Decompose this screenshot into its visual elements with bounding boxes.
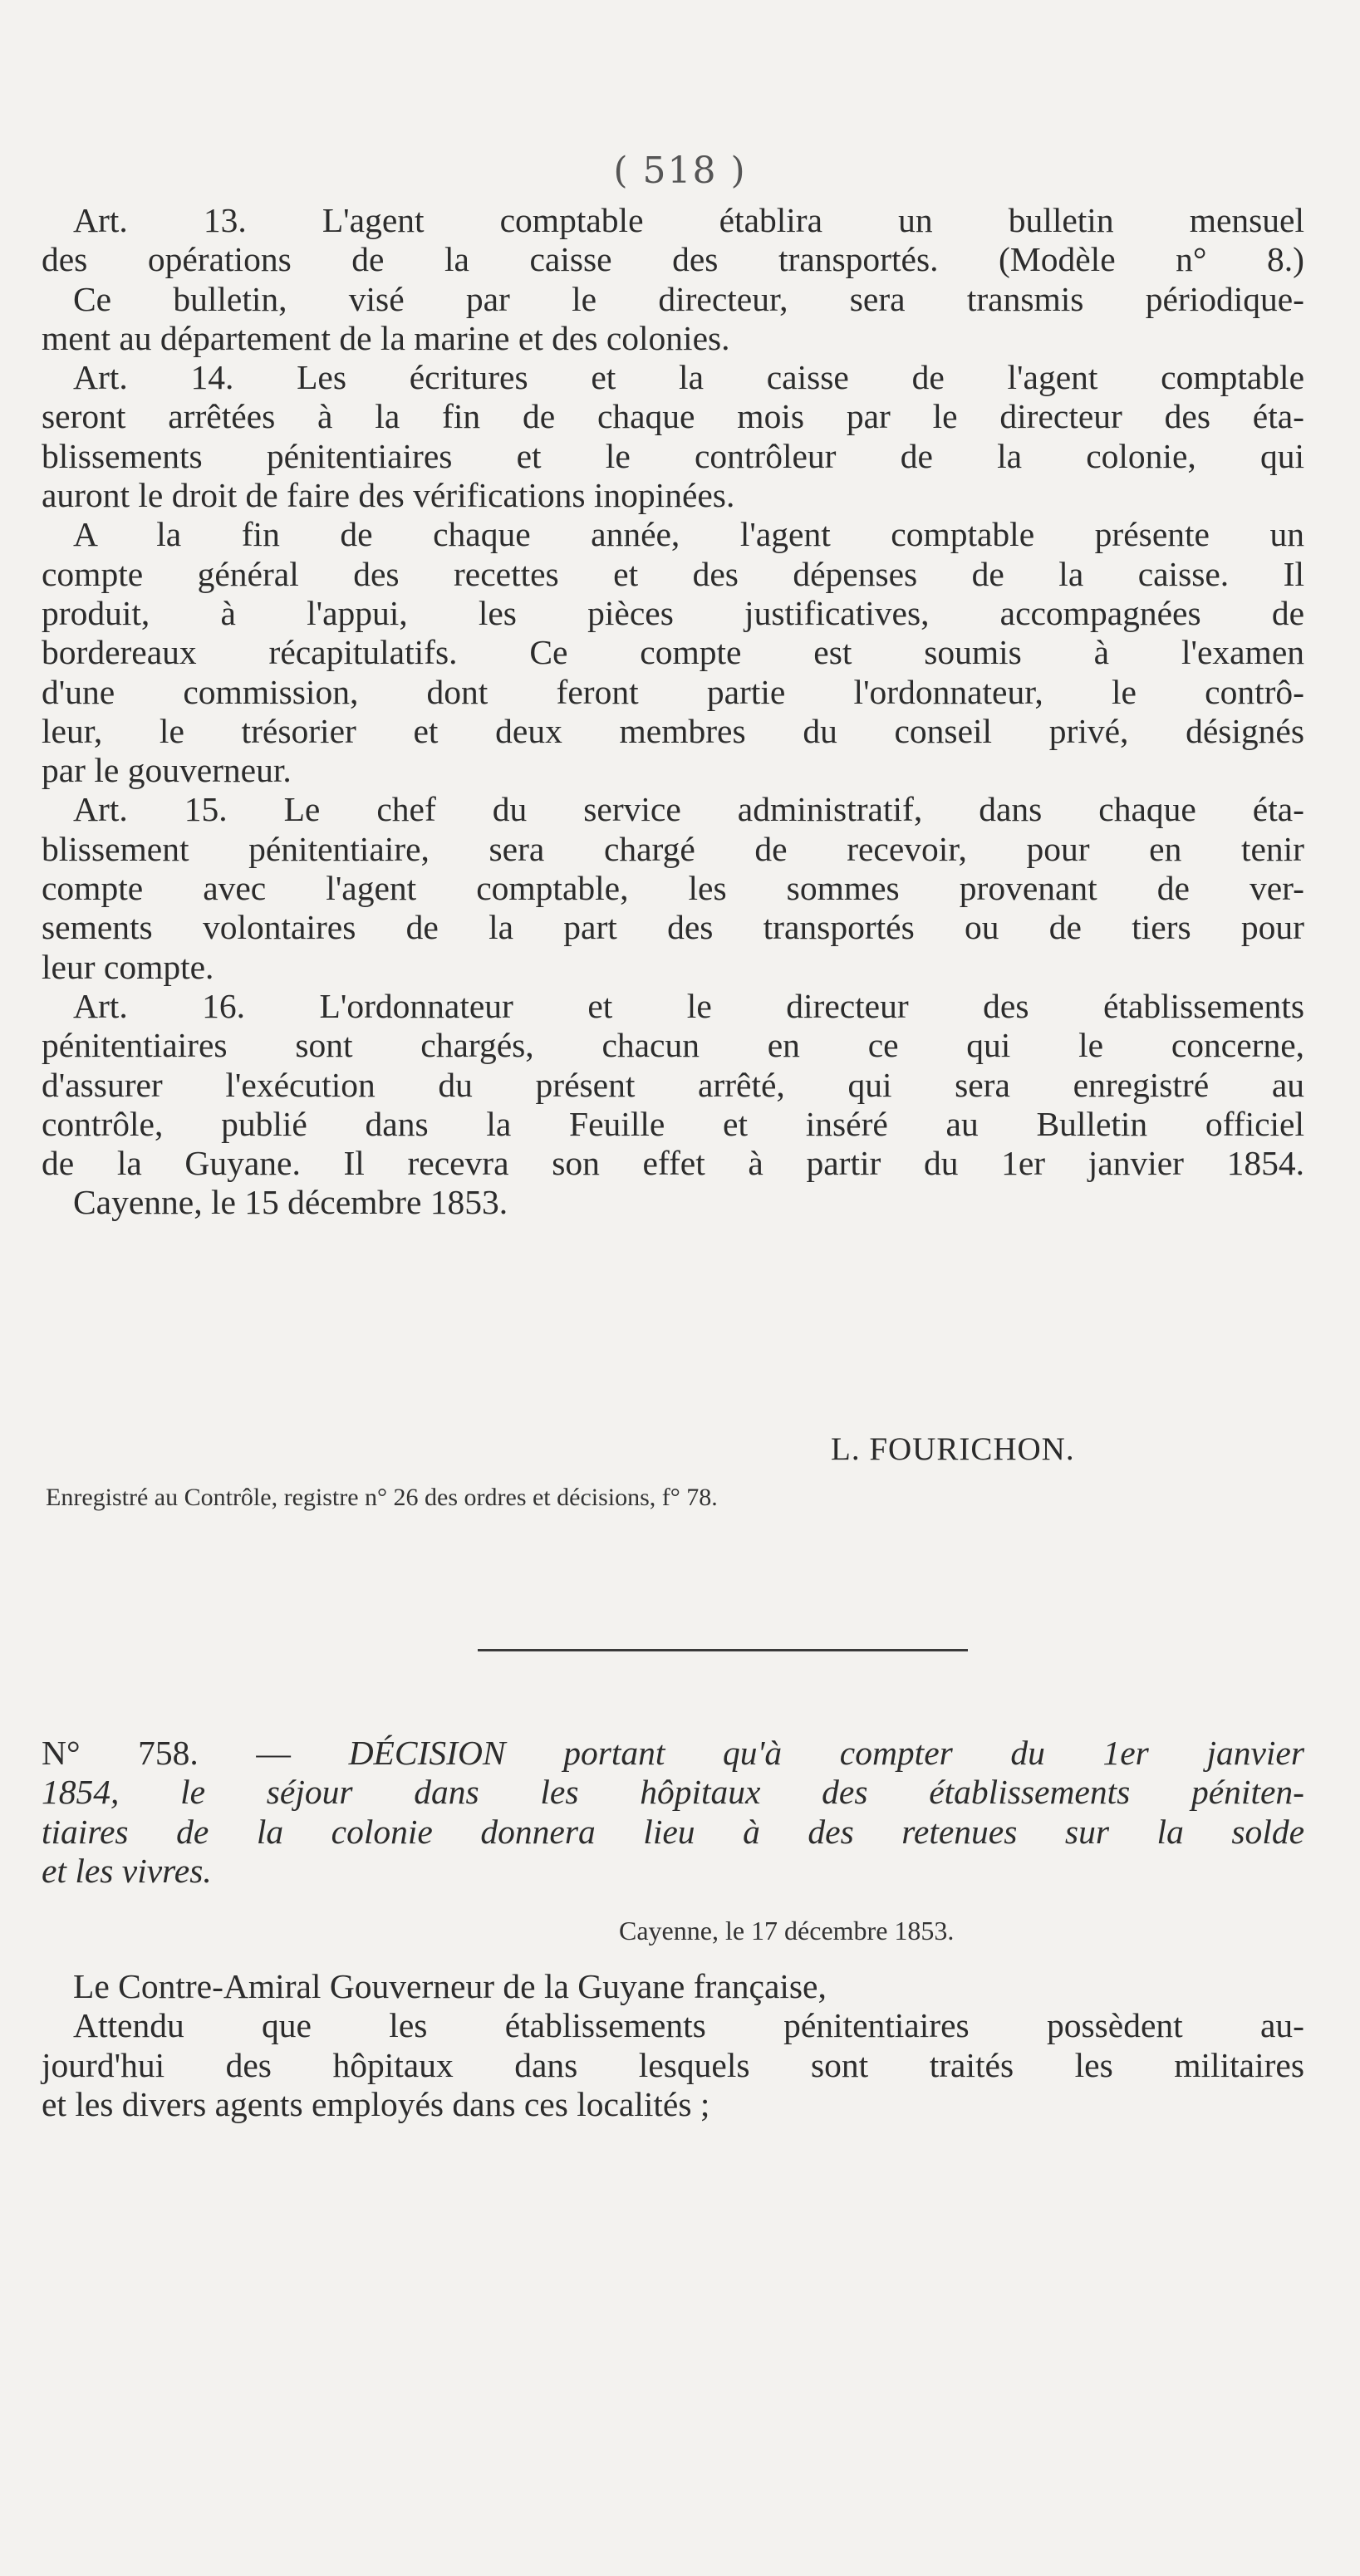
- text-line: pénitentiaires sont chargés, chacun en ce qui le concerne,: [42, 1026, 1304, 1065]
- text-line: d'assurer l'exécution du présent arrêté, qui sera enregistré au: [42, 1065, 1304, 1104]
- text-line: auront le droit de faire des vérifications inopinées.: [42, 476, 735, 515]
- text-line: produit, à l'appui, les pièces justificatives, accompagnées de: [42, 593, 1304, 632]
- decision-date: Cayenne, le 17 décembre 1853.: [619, 1916, 955, 1945]
- decision-body: [42, 1967, 1304, 2124]
- text-line: compte général des recettes et des dépenses de la caisse. Il: [42, 554, 1304, 593]
- text-line: Cayenne, le 15 décembre 1853.: [73, 1183, 508, 1222]
- text-line: Ce bulletin, visé par le directeur, sera transmis périodique-: [73, 279, 1304, 318]
- decision-title-line: et les vivres.: [42, 1851, 212, 1890]
- text-line: blissements pénitentiaires et le contrôleur de la colonie, qui: [42, 436, 1304, 475]
- text-line: par le gouverneur.: [42, 751, 292, 790]
- decision-title-line: [42, 1734, 1304, 1773]
- text-line: sements volontaires de la part des transportés ou de tiers pour: [42, 908, 1304, 947]
- text-line: A la fin de chaque année, l'agent comptable présente un: [73, 515, 1304, 554]
- text-line: seront arrêtées à la fin de chaque mois par le directeur des éta-: [42, 397, 1304, 436]
- text-line: de la Guyane. Il recevra son effet à partir du 1er janvier 1854.: [42, 1144, 1304, 1183]
- decision-body-line: jourd'hui des hôpitaux dans lesquels sont traités les militaires: [42, 2045, 1304, 2084]
- decision-title-line: 1854, le séjour dans les hôpitaux des établissements péniten-: [42, 1773, 1304, 1812]
- text-line: blissement pénitentiaire, sera chargé de recevoir, pour en tenir: [42, 829, 1304, 868]
- decision-title-text: DÉCISION portant qu'à compter du 1er janvier: [348, 1734, 1305, 1772]
- text-line: leur, le trésorier et deux membres du conseil privé, désignés: [42, 711, 1304, 750]
- decision-number: N° 758. —: [42, 1734, 291, 1772]
- text-line: Art. 14. Les écritures et la caisse de l'agent comptable: [73, 358, 1304, 397]
- text-line: Art. 15. Le chef du service administratif, dans chaque éta-: [73, 790, 1304, 829]
- section-divider: [478, 1649, 968, 1651]
- decision-title-line: tiaires de la colonie donnera lieu à des retenues sur la solde: [42, 1812, 1304, 1851]
- signature: L. FOURICHON.: [831, 1431, 1075, 1467]
- text-line: compte avec l'agent comptable, les sommes provenant de ver-: [42, 869, 1304, 908]
- text-line: Art. 16. L'ordonnateur et le directeur des établissements: [73, 986, 1304, 1025]
- page-number: ( 518 ): [613, 150, 747, 192]
- text-line: contrôle, publié dans la Feuille et inséré au Bulletin officiel: [42, 1104, 1304, 1143]
- decision-body-line: et les divers agents employés dans ces localités ;: [42, 2084, 710, 2123]
- text-line: leur compte.: [42, 947, 214, 986]
- decision-body-line: Attendu que les établissements pénitentiaires possèdent au-: [73, 2006, 1304, 2045]
- decision-heading: [42, 1734, 1304, 1891]
- text-line: bordereaux récapitulatifs. Ce compte est soumis à l'examen: [42, 633, 1304, 672]
- article-block: [42, 201, 1304, 1223]
- text-line: d'une commission, dont feront partie l'ordonnateur, le contrô-: [42, 672, 1304, 711]
- decision-body-line: Le Contre-Amiral Gouverneur de la Guyane française,: [73, 1967, 827, 2005]
- text-line: Art. 13. L'agent comptable établira un bulletin mensuel: [73, 201, 1304, 239]
- text-line: des opérations de la caisse des transportés. (Modèle n° 8.): [42, 240, 1304, 279]
- registration-note: Enregistré au Contrôle, registre n° 26 des ordres et décisions, f° 78.: [46, 1484, 718, 1511]
- text-line: ment au département de la marine et des colonies.: [42, 318, 730, 357]
